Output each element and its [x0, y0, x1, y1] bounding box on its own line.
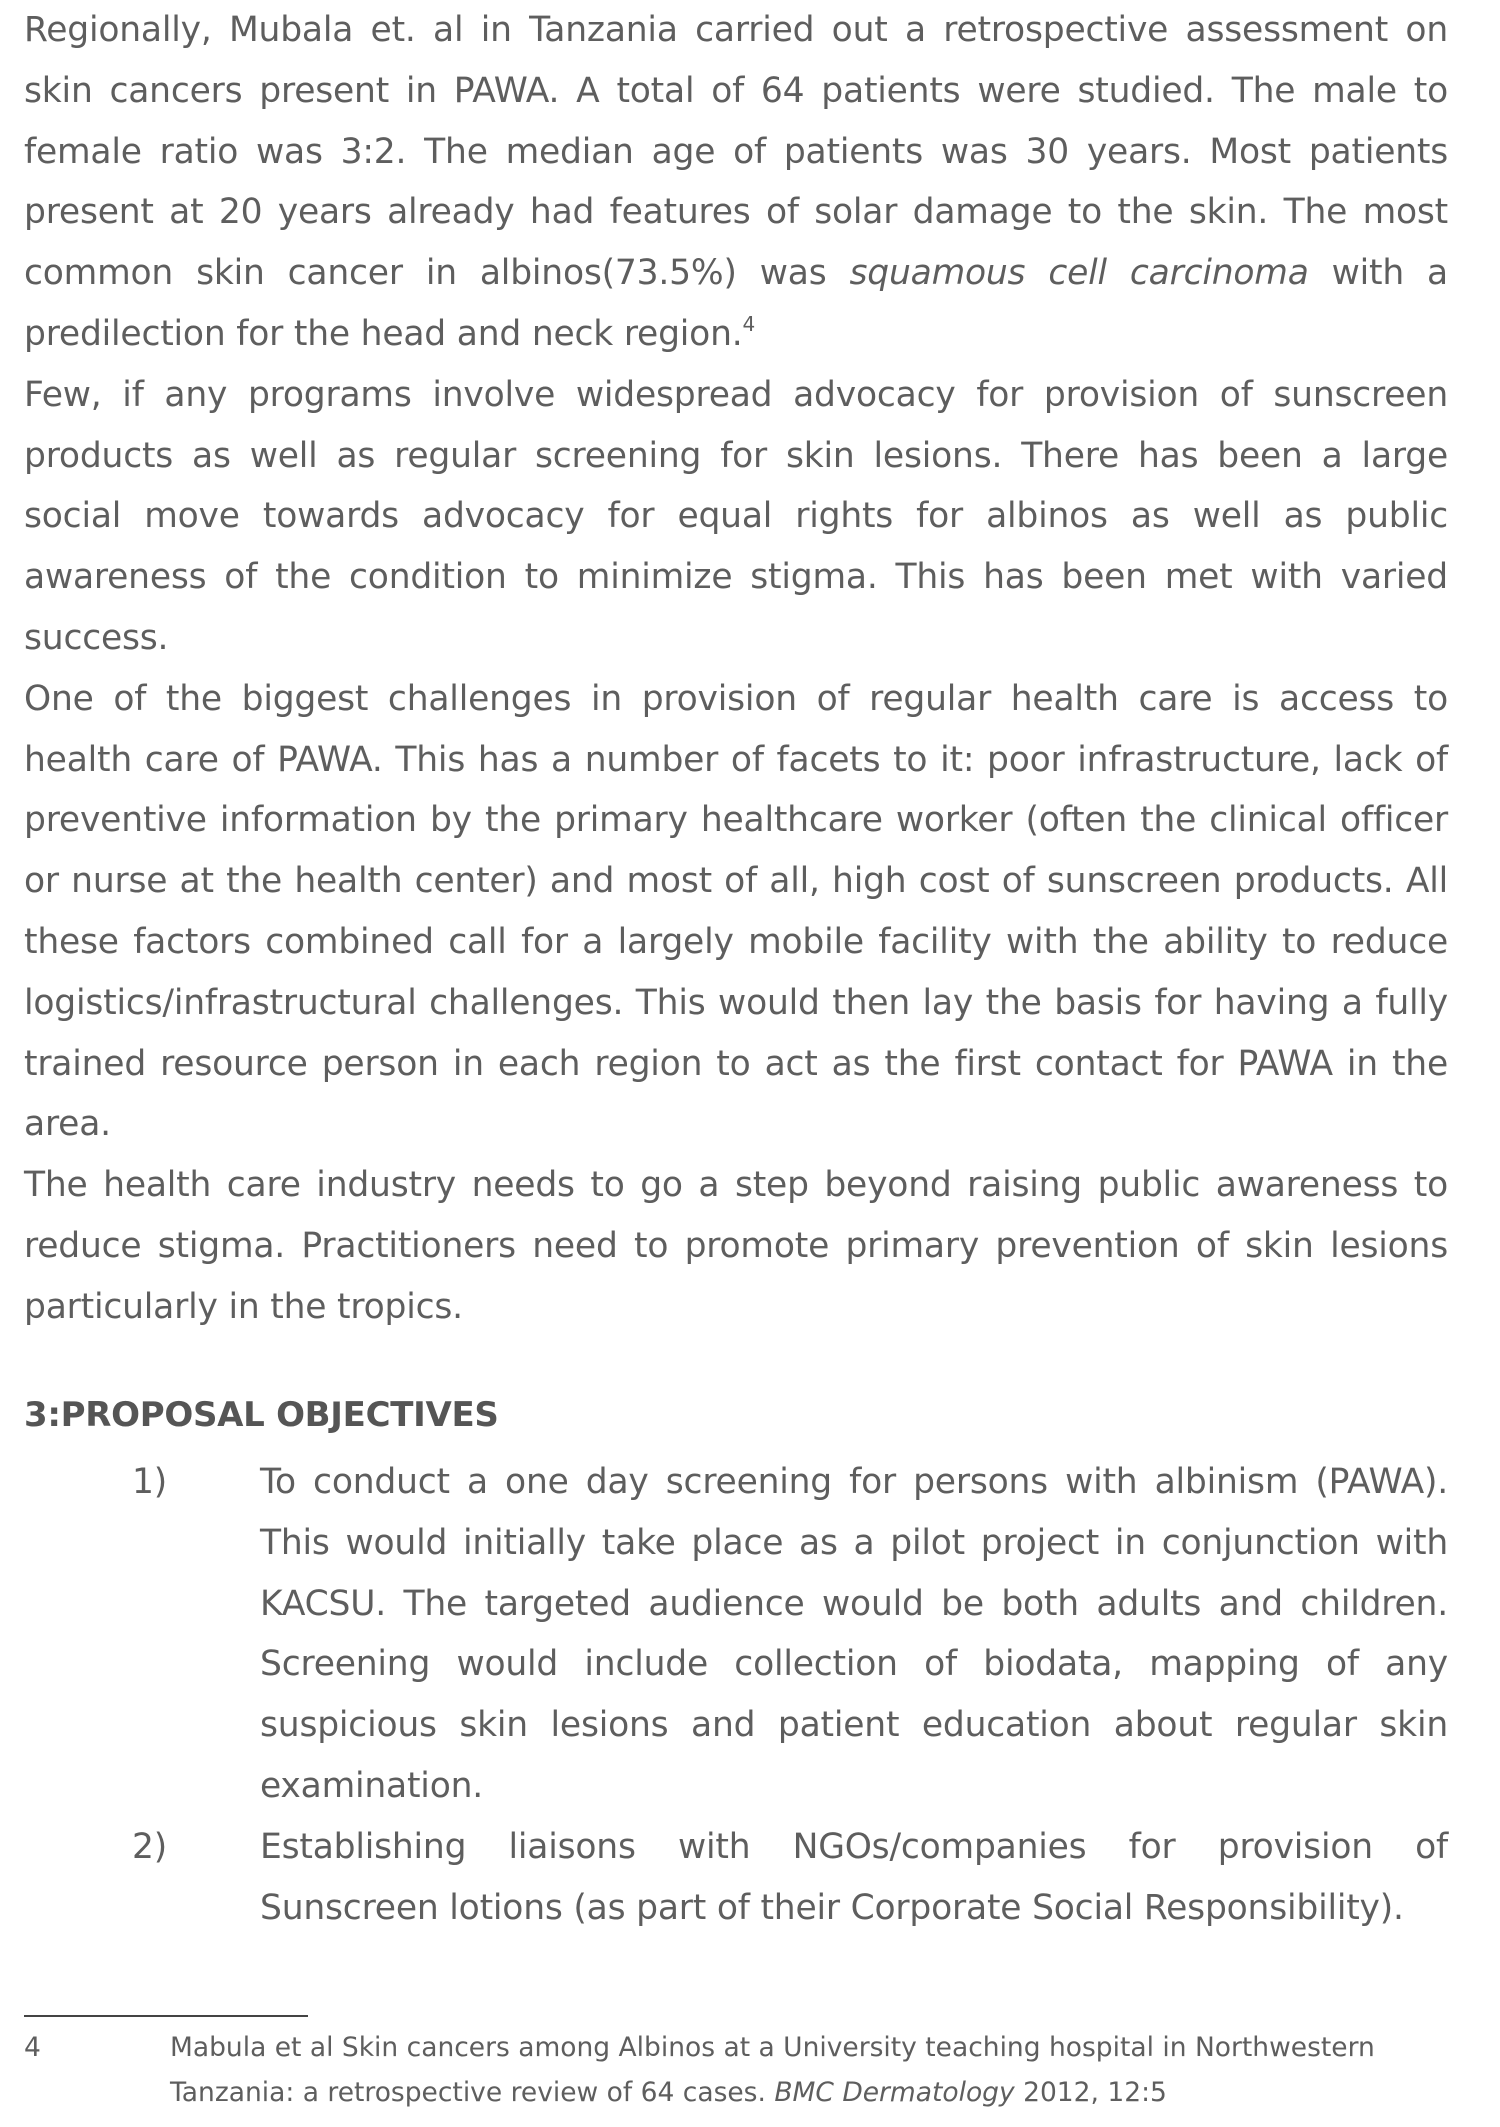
- footnote-citation: Mabula et al Skin cancers among Albinos at a University teaching hospital in Northwestern Tanzania: a retrospective review of 64 cases.: [170, 2032, 1375, 2108]
- journal-name: BMC Dermatology: [774, 2077, 1015, 2108]
- paragraph-health-care-industry: The health care industry needs to go a step beyond raising public awareness to reduce stigma. Practitioners need to promote primary prevention of skin lesions particularly in the tropics.: [24, 1165, 1448, 1327]
- section-heading: 3:PROPOSAL OBJECTIVES: [24, 1395, 499, 1435]
- footnote-number: 4: [24, 2032, 41, 2063]
- paragraph-text: with a predilection for the head and neck region.: [24, 253, 1448, 354]
- footnote-divider: [24, 2015, 308, 2017]
- list-item-number: 1): [132, 1462, 168, 1502]
- footnote-text: [170, 2025, 1448, 2115]
- list-item: [24, 1452, 1448, 1817]
- paragraph-advocacy: Few, if any programs involve widespread advocacy for provision of sunscreen products as well as regular screening for skin lesions. There has been a large social move towards advocacy for equal rights for albinos as well as public awareness of the condition to minimize stigma. This has been met with varied success.: [24, 374, 1448, 658]
- italic-term: squamous cell carcinoma: [849, 253, 1309, 294]
- list-item-text: Establishing liaisons with NGOs/companies for provision of Sunscreen lotions (as part of their Corporate Social Responsibility).: [260, 1826, 1448, 1928]
- objectives-list: [24, 1452, 1448, 1938]
- paragraph-text: Regionally, Mubala et. al in Tanzania carried out a retrospective assessment on skin cancers present in PAWA. A total of 64 patients were studied. The male to female ratio was 3:2. The median age of patients was 30 years. Most patients present at 20 years already had features of solar damage to the skin. The most common skin cancer in albinos(73.5%) was: [24, 10, 1448, 294]
- footnote-reference[interactable]: 4: [742, 311, 756, 336]
- paragraph-skin-cancer-study: [24, 0, 1448, 365]
- list-item: [24, 1817, 1448, 1939]
- list-item-text: To conduct a one day screening for persons with albinism (PAWA). This would initially take place as a pilot project in conjunction with KACSU. The targeted audience would be both adults and children. Screening would include collection of biodata, mapping of any suspicious skin lesions and patient education about regular skin examination.: [260, 1462, 1448, 1806]
- footnote: [24, 2025, 1448, 2115]
- body-text: [24, 0, 1448, 1338]
- paragraph-access-challenges: One of the biggest challenges in provision of regular health care is access to health care of PAWA. This has a number of facets to it: poor infrastructure, lack of preventive information by the primary healthcare worker (often the clinical officer or nurse at the health center) and most of all, high cost of sunscreen products. All these factors combined call for a largely mobile facility with the ability to reduce logistics/infrastructural challenges. This would then lay the basis for having a fully trained resource person in each region to act as the first contact for PAWA in the area.: [24, 678, 1448, 1145]
- list-item-number: 2): [132, 1826, 168, 1867]
- citation-volume: 2012, 12:5: [1014, 2077, 1167, 2108]
